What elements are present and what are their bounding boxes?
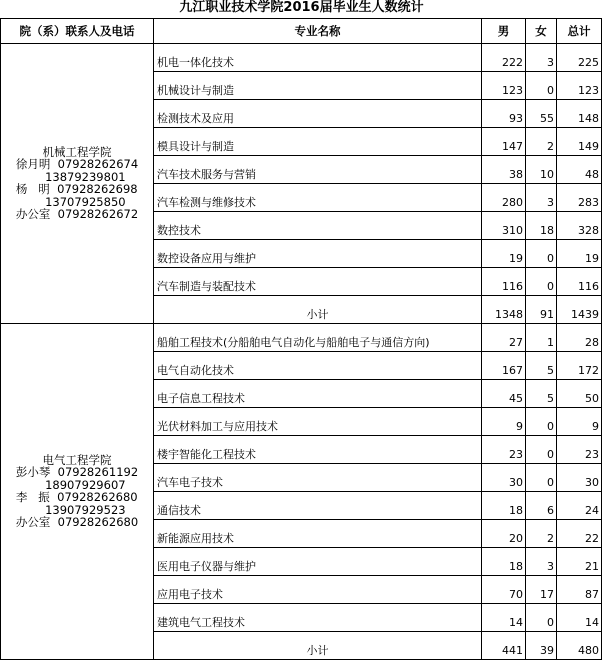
major-name: 汽车检测与维修技术 [154, 184, 482, 212]
female-count: 0 [526, 604, 557, 632]
total-count: 50 [557, 380, 602, 408]
table-row [1, 44, 602, 72]
subtotal-male: 441 [482, 632, 526, 660]
major-name: 通信技术 [154, 492, 482, 520]
total-count: 9 [557, 408, 602, 436]
major-name: 应用电子技术 [154, 576, 482, 604]
major-name: 楼宇智能化工程技术 [154, 436, 482, 464]
total-count: 19 [557, 240, 602, 268]
total-count: 172 [557, 352, 602, 380]
header-major: 专业名称 [154, 19, 482, 44]
dept-contact-block [16, 146, 138, 221]
female-count: 2 [526, 128, 557, 156]
female-count: 55 [526, 100, 557, 128]
total-count: 30 [557, 464, 602, 492]
dept-contact-line: 李 振 07928262680 [15, 490, 138, 505]
total-count: 225 [557, 44, 602, 72]
dept-contact-line: 13707925850 [15, 194, 126, 209]
major-name: 机电一体化技术 [154, 44, 482, 72]
male-count: 38 [482, 156, 526, 184]
male-count: 116 [482, 268, 526, 296]
total-count: 48 [557, 156, 602, 184]
female-count: 0 [526, 72, 557, 100]
major-name: 检测技术及应用 [154, 100, 482, 128]
total-count: 123 [557, 72, 602, 100]
male-count: 70 [482, 576, 526, 604]
male-count: 14 [482, 604, 526, 632]
male-count: 93 [482, 100, 526, 128]
female-count: 17 [526, 576, 557, 604]
total-count: 328 [557, 212, 602, 240]
dept-contact-line: 办公室 07928262672 [15, 207, 139, 222]
male-count: 45 [482, 380, 526, 408]
female-count: 0 [526, 408, 557, 436]
male-count: 147 [482, 128, 526, 156]
male-count: 9 [482, 408, 526, 436]
page-title: 九江职业技术学院2016届毕业生人数统计 [179, 0, 424, 15]
major-name: 模具设计与制造 [154, 128, 482, 156]
subtotal-female: 39 [526, 632, 557, 660]
subtotal-total: 480 [557, 632, 602, 660]
dept-contact-block [16, 454, 138, 529]
header-male: 男 [482, 19, 526, 44]
total-count: 14 [557, 604, 602, 632]
male-count: 30 [482, 464, 526, 492]
major-name: 船舶工程技术(分船舶电气自动化与船舶电子与通信方向) [154, 324, 482, 352]
total-count: 283 [557, 184, 602, 212]
dept-contact-line: 13879239801 [15, 169, 126, 184]
male-count: 310 [482, 212, 526, 240]
female-count: 3 [526, 548, 557, 576]
female-count: 0 [526, 436, 557, 464]
subtotal-label: 小计 [154, 632, 482, 660]
dept-contact-line: 徐月明 07928262674 [15, 157, 139, 172]
dept-contact-line: 办公室 07928262680 [15, 515, 139, 530]
subtotal-label: 小计 [154, 296, 482, 324]
major-name: 数控设备应用与维护 [154, 240, 482, 268]
male-count: 20 [482, 520, 526, 548]
major-name: 汽车技术服务与营销 [154, 156, 482, 184]
dept-contact-line: 彭小琴 07928261192 [15, 465, 139, 480]
total-count: 87 [557, 576, 602, 604]
female-count: 1 [526, 324, 557, 352]
dept-contact-line: 18907929607 [15, 477, 126, 492]
major-name: 新能源应用技术 [154, 520, 482, 548]
female-count: 5 [526, 352, 557, 380]
female-count: 18 [526, 212, 557, 240]
header-dept: 院（系）联系人及电话 [1, 19, 154, 44]
male-count: 18 [482, 492, 526, 520]
total-count: 149 [557, 128, 602, 156]
major-name: 机械设计与制造 [154, 72, 482, 100]
total-count: 21 [557, 548, 602, 576]
female-count: 3 [526, 44, 557, 72]
female-count: 6 [526, 492, 557, 520]
dept-contact-line: 杨 明 07928262698 [15, 182, 138, 197]
major-name: 电子信息工程技术 [154, 380, 482, 408]
subtotal-male: 1348 [482, 296, 526, 324]
table-row [1, 324, 602, 352]
female-count: 0 [526, 240, 557, 268]
header-female: 女 [526, 19, 557, 44]
female-count: 0 [526, 268, 557, 296]
female-count: 10 [526, 156, 557, 184]
major-name: 光伏材料加工与应用技术 [154, 408, 482, 436]
male-count: 222 [482, 44, 526, 72]
female-count: 0 [526, 464, 557, 492]
male-count: 123 [482, 72, 526, 100]
female-count: 2 [526, 520, 557, 548]
female-count: 3 [526, 184, 557, 212]
total-count: 24 [557, 492, 602, 520]
dept-name: 机械工程学院 [42, 144, 112, 159]
subtotal-female: 91 [526, 296, 557, 324]
total-count: 22 [557, 520, 602, 548]
male-count: 23 [482, 436, 526, 464]
graduate-stats-table [0, 18, 602, 660]
major-name: 医用电子仪器与维护 [154, 548, 482, 576]
male-count: 280 [482, 184, 526, 212]
major-name: 建筑电气工程技术 [154, 604, 482, 632]
major-name: 电气自动化技术 [154, 352, 482, 380]
male-count: 18 [482, 548, 526, 576]
header-total: 总计 [557, 19, 602, 44]
total-count: 116 [557, 268, 602, 296]
major-name: 汽车制造与装配技术 [154, 268, 482, 296]
dept-contact-line: 13907929523 [15, 502, 126, 517]
male-count: 27 [482, 324, 526, 352]
major-name: 数控技术 [154, 212, 482, 240]
major-name: 汽车电子技术 [154, 464, 482, 492]
female-count: 5 [526, 380, 557, 408]
header-row [1, 19, 602, 44]
dept-contact-cell [1, 324, 154, 660]
total-count: 28 [557, 324, 602, 352]
dept-contact-cell [1, 44, 154, 324]
total-count: 23 [557, 436, 602, 464]
male-count: 167 [482, 352, 526, 380]
subtotal-total: 1439 [557, 296, 602, 324]
male-count: 19 [482, 240, 526, 268]
total-count: 148 [557, 100, 602, 128]
dept-name: 电气工程学院 [42, 452, 112, 467]
